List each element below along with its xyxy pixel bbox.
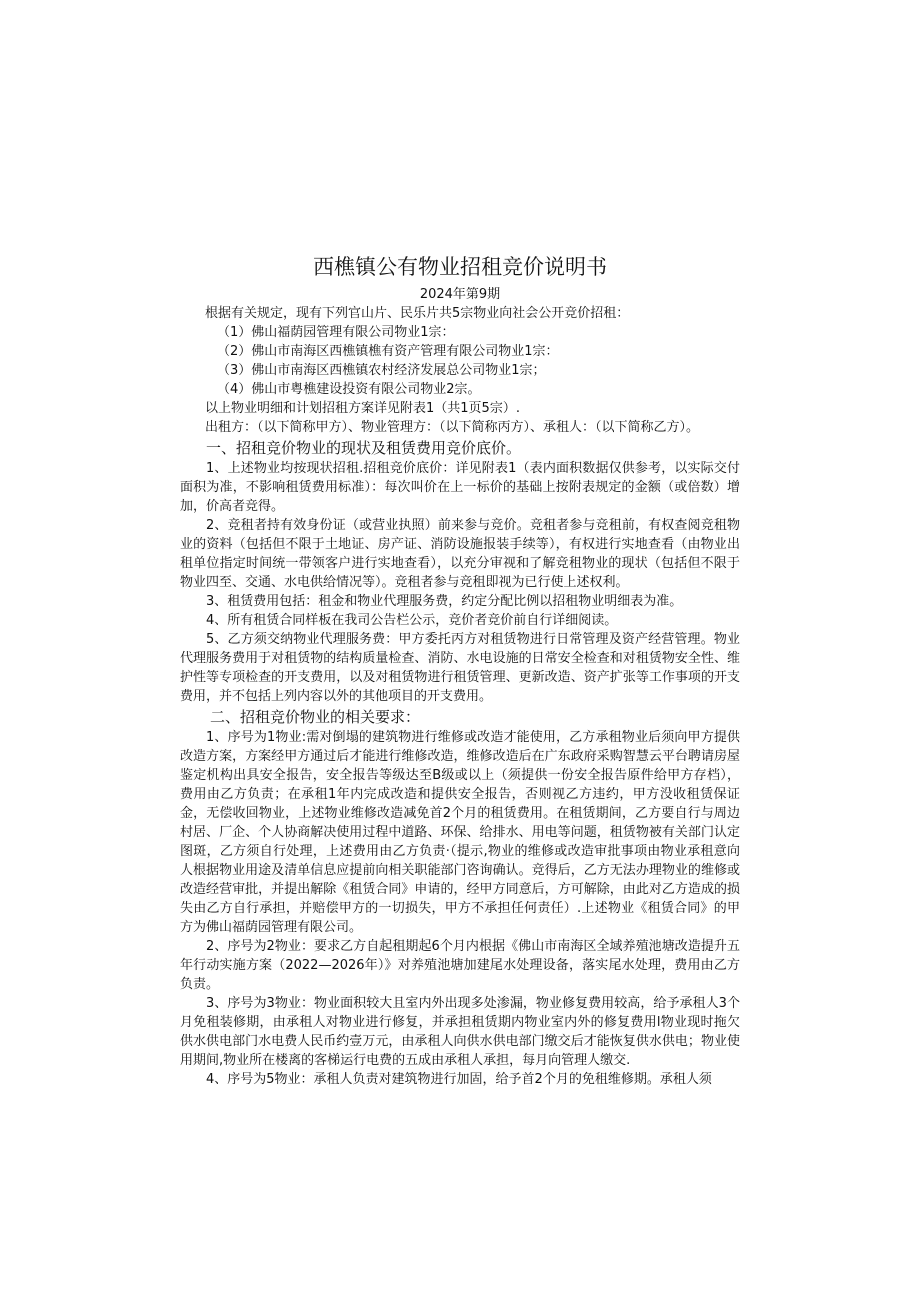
paragraph: 2、序号为2物业：要求乙方自起租期起6个月内根据《佛山市南海区全域养殖池塘改造提升五年行动实施方案（2022—2026年）》对养殖池塘加建尾水处理设备，落实尾水处理，费用由乙方负责。 (180, 939, 740, 992)
paragraph: 1、上述物业均按现状招租.招租竞价底价：详见附表1（表内面积数据仅供参考，以实际交付面积为准，不影响租赁费用标准）：每次叫价在上一标价的基础上按附表规定的金额（或倍数）增加，价高者竞得。 (180, 461, 740, 514)
section-heading: 二、招租竞价物业的相关要求： (210, 708, 421, 726)
paragraph: 1、序号为1物业:需对倒塌的建筑物进行维修或改造才能使用，乙方承租物业后须向甲方提供改造方案，方案经甲方通过后才能进行维修改造，维修改造后在广东政府采购智慧云平台聘请房屋鉴定机构出具安全报告，安全报告等级达至B级或以上（须提供一份安全报告原件给甲方存档），费用由乙方负责；在承租1年内完成改造和提供安全报告，否则视乙方违约，甲方没收租赁保证金，无偿收回物业，上述物业维修改造减免首2个月的租赁费用。在租赁期间，乙方要自行与周边村居、厂企、个人协商解决使用过程中道路、环保、给排水、用电等问题，租赁物被有关部门认定图斑，乙方须自行处理，上述费用由乙方负责·（提示,物业的维修或改造审批事项由物业承租意向人根据物业用途及清单信息应提前向相关职能部门咨询确认。竞得后，乙方无法办理物业的维修或改造经营审批，并提出解除《租赁合同》申请的，经甲方同意后，方可解除，由此对乙方造成的损失由乙方自行承担，并赔偿甲方的一切损失，甲方不承担任何责任）.上述物业《租赁合同》的甲方为佛山福荫园管理有限公司。 (180, 730, 740, 935)
list-item: （4）佛山市粤樵建设投资有限公司物业2宗。 (217, 382, 481, 397)
document-body (180, 304, 740, 1089)
paragraph: 4、序号为5物业：承租人负责对建筑物进行加固，给予首2个月的免租维修期。承租人须 (206, 1072, 712, 1087)
paragraph: 3、序号为3物业：物业面积较大且室内外出现多处渗漏，物业修复费用较高，给予承租人3个月免租装修期，由承租人对物业进行修复，并承担租赁期内物业室内外的修复费用l物业现时拖欠供水供电部门水电费人民币约壹万元，由承租人向供水供电部门缴交后才能恢复供水供电；物业使用期间,物业所在楼离的客梯运行电费的五成由承租人承担，每月向管理人缴交. (180, 996, 740, 1068)
paragraph: 5、乙方须交纳物业代理服务费：甲方委托丙方对租赁物进行日常管理及资产经营管理。物业代理服务费用于对租赁物的结构质量检查、消防、水电设施的日常安全检查和对租赁物安全性、维护性等专项检查的开支费用，以及对租赁物进行租赁管理、更新改造、资产扩张等工作事项的开支费用，并不包括上列内容以外的其他项目的开支费用。 (180, 632, 740, 704)
paragraph: 3、租赁费用包括：租金和物业代理服务费，约定分配比例以招租物业明细表为准。 (206, 594, 683, 609)
list-item: （2）佛山市南海区西樵镇樵有资产管理有限公司物业1宗： (217, 344, 559, 359)
list-item: （3）佛山市南海区西樵镇农村经济发展总公司物业1宗； (217, 363, 546, 378)
paragraph: 2、竞租者持有效身份证（或营业执照）前来参与竞价。竞租者参与竞租前，有权查阅竞租物业的资料（包括但不限于土地证、房产证、消防设施报装手续等），有权进行实地查看（由物业出租单位指定时间统一带领客户进行实地查看），以充分审视和了解竞租物业的现状（包括但不限于物业四至、交通、水电供给情况等）。竞租者参与竞租即视为已行使上述权利。 (180, 518, 740, 590)
section-heading: 一、招租竞价物业的现状及租赁费用竞价底价。 (206, 439, 522, 457)
parties-text: 出租方：（以下简称甲方）、物业管理方：（以下简称丙方）、承租人：（以下简称乙方）。 (205, 420, 700, 435)
intro-text: 根据有关规定，现有下列官山片、民乐片共5宗物业向社会公开竞价招租： (205, 306, 630, 321)
document-title: 西樵镇公有物业招租竞价说明书 (313, 255, 607, 279)
list-item: （1）佛山福荫园管理有限公司物业1宗： (217, 325, 455, 340)
paragraph: 4、所有租赁合同样板在我司公告栏公示，竞价者竞价前自行详细阅读。 (206, 613, 618, 628)
attachment-note: 以上物业明细和计划招租方案详见附表1（共1页5宗）. (205, 401, 520, 416)
issue-period: 2024年第9期 (419, 287, 501, 302)
